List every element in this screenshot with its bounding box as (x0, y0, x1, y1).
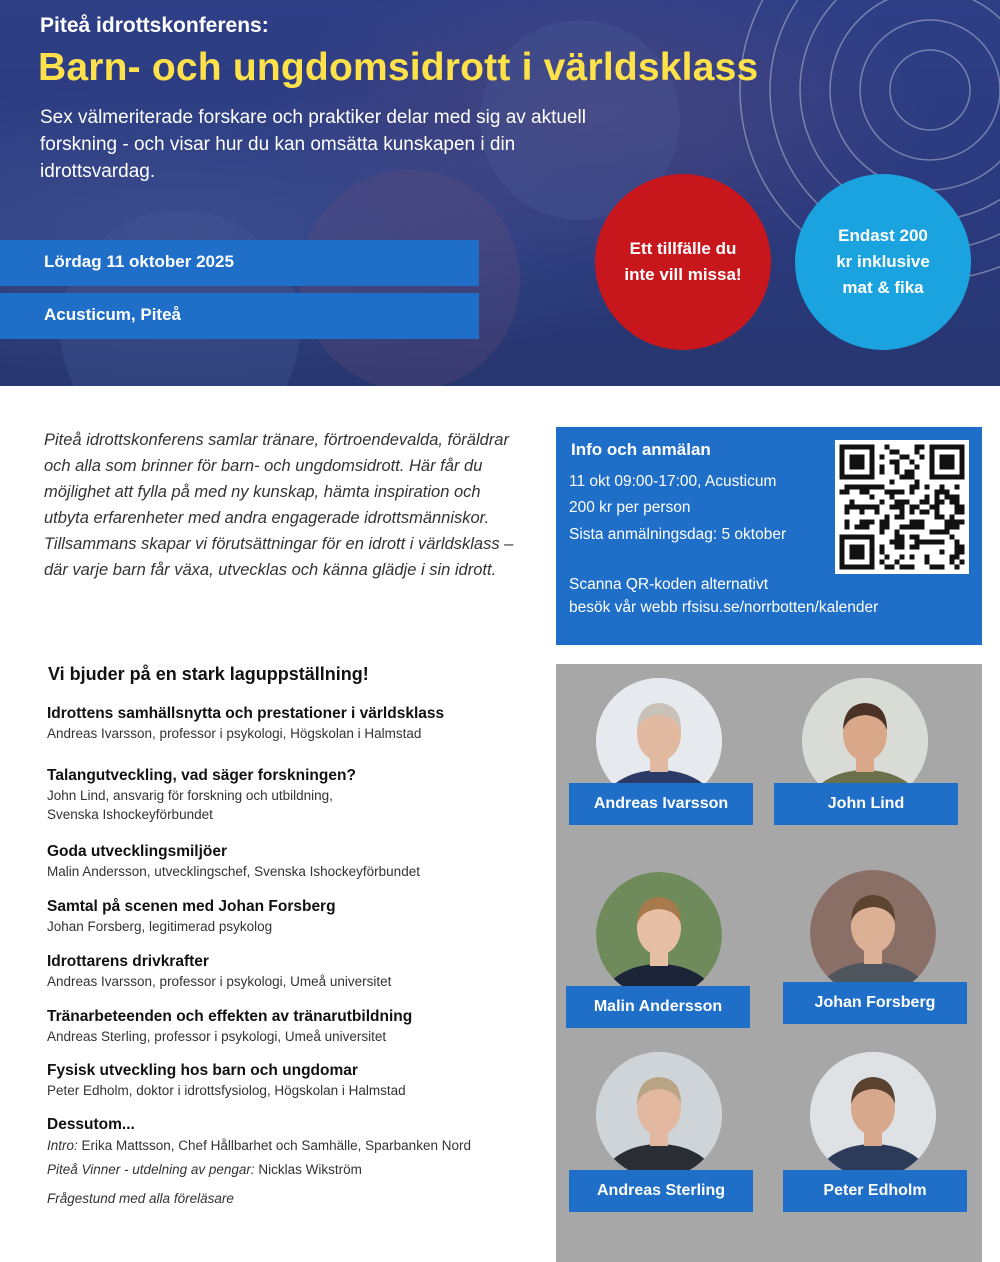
extra-prize-text: Nicklas Wikström (254, 1162, 362, 1177)
hero-banner (0, 0, 1000, 386)
program-item (47, 842, 547, 881)
talk-speaker: Johan Forsberg, legitimerad psykolog (47, 919, 273, 934)
conference-kicker: Piteå idrottskonferens: (40, 14, 269, 37)
speakers-panel (556, 664, 982, 1262)
talk-title: Goda utvecklingsmiljöer (47, 843, 228, 860)
extra-intro (47, 1138, 471, 1153)
talk-speaker: Malin Andersson, utvecklingschef, Svenska Ishockeyförbundet (47, 864, 420, 879)
speaker-photo-johan-forsberg (810, 870, 936, 996)
event-date: Lördag 11 oktober 2025 (44, 252, 234, 271)
extra-intro-label: Intro: (47, 1138, 78, 1153)
price-badge (795, 174, 971, 350)
extra-qa: Frågestund med alla föreläsare (47, 1191, 234, 1206)
speaker-name-tag: Andreas Sterling (569, 1170, 753, 1212)
extra-prize (47, 1162, 362, 1177)
talk-title: Idrottarens drivkrafter (47, 953, 209, 970)
talk-speaker: Andreas Ivarsson, professor i psykologi, Högskolan i Halmstad (47, 726, 422, 741)
promo-badge-red (595, 174, 771, 350)
extra-intro-text: Erika Mattsson, Chef Hållbarhet och Samhälle, Sparbanken Nord (77, 1138, 471, 1153)
qr-code-icon[interactable] (835, 440, 969, 574)
info-registration-box (556, 427, 982, 645)
info-web-link[interactable]: besök vår webb rfsisu.se/norrbotten/kalender (569, 599, 879, 616)
extra-heading: Dessutom... (47, 1116, 135, 1133)
venue-bar (0, 293, 479, 339)
event-description: Piteå idrottskonferens samlar tränare, förtroendevalda, föräldrar och alla som brinner för barn- och ungdomsidrott. Här får du möjlighet att fylla på med ny kunskap, hämta inspiration och utbyta erfarenheter med andra engagerade idrottsmänniskor. Tillsammans skapar vi förutsättningar för en idrott i världsklass – där varje barn får växa, utvecklas och känna glädje i sin idrott. (44, 431, 514, 579)
talk-title: Idrottens samhällsnytta och prestationer i världsklass (47, 705, 445, 722)
speaker-name-tag: Andreas Ivarsson (569, 783, 753, 825)
speaker-name-tag: Peter Edholm (783, 1170, 967, 1212)
program-item (47, 1061, 547, 1100)
talk-title: Talangutveckling, vad säger forskningen? (47, 767, 356, 784)
program-item (47, 704, 547, 743)
program-item (47, 766, 547, 824)
speaker-photo-peter-edholm (810, 1052, 936, 1178)
hero-intro: Sex välmeriterade forskare och praktiker delar med sig av aktuell forskning - och visar hur du kan omsätta kunskapen i din idrottsvardag. (40, 107, 586, 182)
info-price: 200 kr per person (569, 499, 691, 516)
extra-prize-label: Piteå Vinner - utdelning av pengar: (47, 1162, 255, 1177)
promo-badge-red-text: Ett tillfälle du inte vill missa! (624, 239, 742, 284)
program-item (47, 1007, 547, 1046)
event-venue: Acusticum, Piteå (44, 305, 181, 324)
talk-speaker: Andreas Ivarsson, professor i psykologi, Umeå universitet (47, 974, 392, 989)
info-time: 11 okt 09:00-17:00, Acusticum (569, 473, 777, 490)
speaker-name-tag: Johan Forsberg (783, 982, 967, 1024)
talk-title: Fysisk utveckling hos barn och ungdomar (47, 1062, 358, 1079)
program-item (47, 897, 547, 936)
info-scan: Scanna QR-koden alternativt (569, 576, 769, 593)
talk-speaker: Andreas Sterling, professor i psykologi, Umeå universitet (47, 1029, 387, 1044)
speaker-photo-malin-andersson (596, 872, 722, 998)
program-heading: Vi bjuder på en stark laguppställning! (48, 664, 369, 684)
speaker-name-tag: Malin Andersson (566, 986, 750, 1028)
talk-speaker: John Lind, ansvarig för forskning och utbildning, (47, 788, 333, 803)
info-deadline: Sista anmälningsdag: 5 oktober (569, 526, 787, 543)
speaker-photo-andreas-sterling (596, 1052, 722, 1178)
price-badge-text: Endast 200 kr inklusive mat & fika (836, 226, 930, 297)
speaker-name-tag: John Lind (774, 783, 958, 825)
program-item (47, 952, 547, 991)
date-bar (0, 240, 479, 286)
talk-speaker-org: Svenska Ishockeyförbundet (47, 807, 213, 822)
talk-speaker: Peter Edholm, doktor i idrottsfysiolog, Högskolan i Halmstad (47, 1083, 406, 1098)
talk-title: Tränarbeteenden och effekten av tränarutbildning (47, 1008, 413, 1025)
talk-title: Samtal på scenen med Johan Forsberg (47, 898, 336, 915)
page-title: Barn- och ungdomsidrott i världsklass (38, 46, 759, 89)
info-title: Info och anmälan (571, 440, 711, 459)
